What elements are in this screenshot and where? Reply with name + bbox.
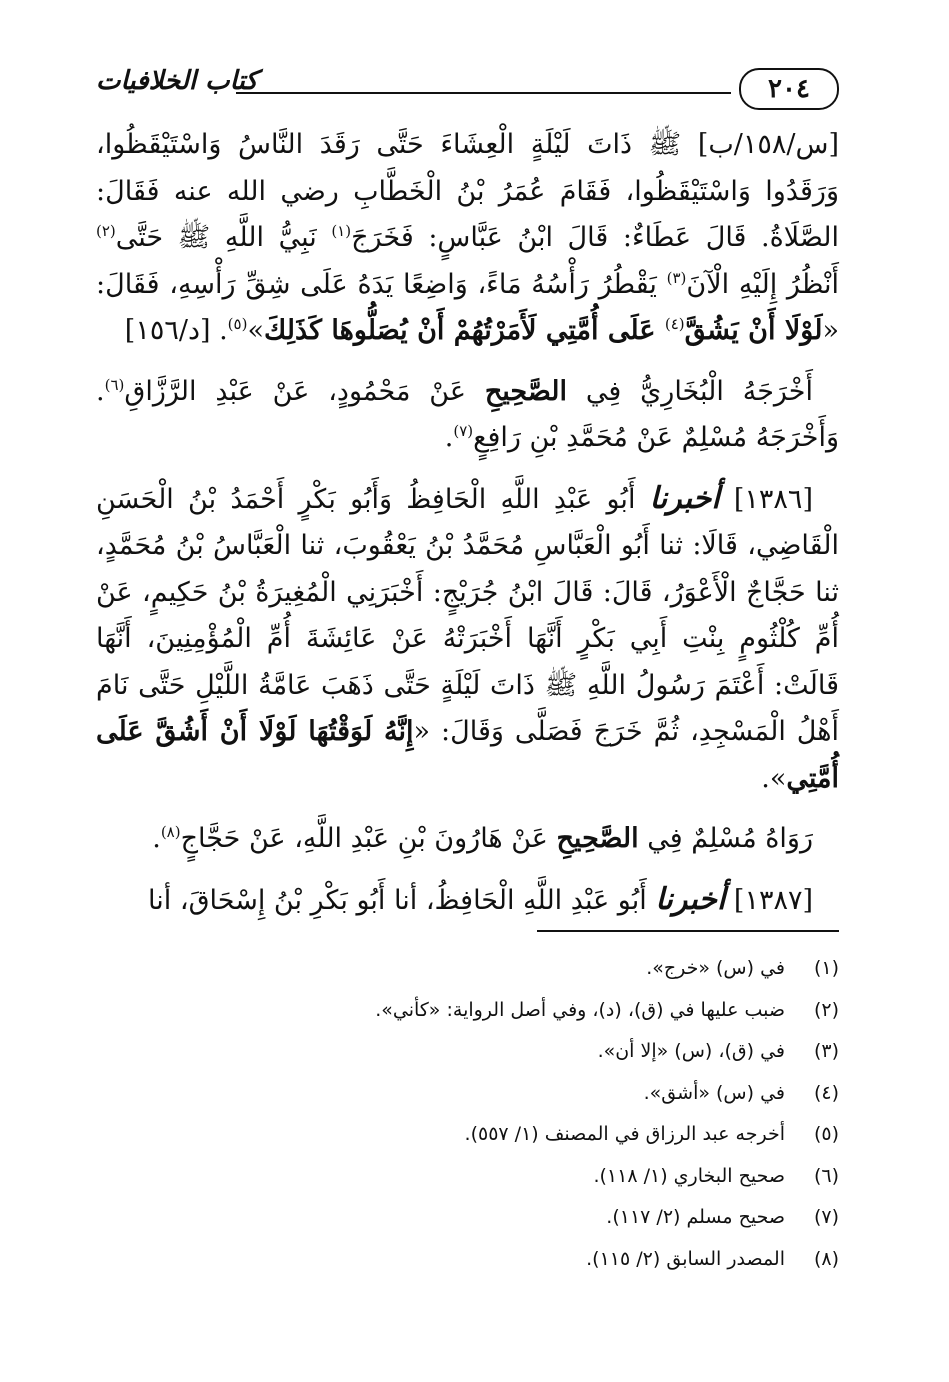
paragraph-hadith-1387 [96, 877, 839, 925]
footnote-text: صحيح البخاري (١/ ١١٨). [593, 1164, 785, 1187]
text-run: أَبُو عَبْدِ اللَّهِ الْحَافِظُ وَأَبُو بَكْرٍ أَحْمَدُ بْنُ الْحَسَنِ الْقَاضِي، قَالَا: ثنا أَبُو الْعَبَّاسِ مُحَمَّدُ بْنُ يَعْقُوبَ، ثنا الْعَبَّاسُ بْنُ مُحَمَّدٍ، ثنا حَجَّاجٌ الْأَعْوَرُ، قَالَ: قَالَ ابْنُ جُرَيْجٍ: أَخْبَرَنِي الْمُغِيرَةُ بْنُ حَكِيمٍ، عَنْ أُمِّ كُلْثُومٍ بِنْتِ أَبِي بَكْرٍ أَنَّهَا أَخْبَرَتْهُ عَنْ عَائِشَةَ أُمِّ الْمُؤْمِنِينَ، أَنَّهَا قَالَتْ: أَعْتَمَ رَسُولُ اللَّهِ ﷺ ذَاتَ لَيْلَةٍ حَتَّى ذَهَبَ عَامَّةُ اللَّيْلِ حَتَّى نَامَ أَهْلُ الْمَسْجِدِ، ثُمَّ خَرَجَ فَصَلَّى وَقَالَ: « [96, 483, 839, 747]
footnote-number: (١) [813, 957, 839, 979]
text-run: أَنْظُرُ إِلَيْهِ الْآنَ [686, 268, 839, 300]
footnote-item [96, 1205, 839, 1247]
hadith-number: [١٣٨٧] [725, 884, 813, 916]
footnote-text: صحيح مسلم (٢/ ١١٧). [606, 1206, 785, 1228]
footnote-text: ضبب عليها في (ق)، (د)، وفي أصل الرواية: «كأني». [375, 998, 785, 1021]
text-run: ». [761, 762, 787, 794]
text-run: عَنْ هَارُونَ بْنِ عَبْدِ اللَّهِ، عَنْ حَجَّاجٍ [180, 823, 557, 854]
footnote-item [96, 1081, 839, 1123]
text-run: يَقْطُرُ رَأْسُهُ مَاءً، وَاضِعًا يَدَهُ عَلَى شِقِّ رَأْسِهِ، فَقَالَ: « [96, 268, 839, 346]
footnote-item [96, 1122, 839, 1164]
text-run: أَخْرَجَهُ الْبُخَارِيُّ فِي [566, 375, 813, 407]
footnotes [96, 956, 839, 1288]
text-run: [س/١٥٨/ب] ﷺ ذَاتَ لَيْلَةٍ الْعِشَاءَ حَتَّى رَقَدَ النَّاسُ وَاسْتَيْقَظُوا، وَرَقَدُوا وَاسْتَيْقَظُوا، فَقَامَ عُمَرُ بْنُ الْخَطَّابِ رضي الله عنه فَقَالَ: الصَّلَاةُ. قَالَ عَطَاءٌ: قَالَ ابْنُ عَبَّاسٍ: فَخَرَجَ [96, 129, 839, 253]
text-run: » [247, 315, 264, 346]
book-name: الصَّحِيحِ [556, 823, 639, 854]
paragraph-takhrij-2 [96, 816, 839, 863]
hadith-quote: لَوْلَا أَنْ يَشُقَّ [684, 315, 823, 346]
text-run: . [152, 823, 161, 854]
book-name: الصَّحِيحِ [484, 375, 567, 407]
footnote-text: في (س) «خرج». [646, 957, 785, 979]
paragraph-hadith-continuation [96, 122, 839, 355]
hadith-number: [١٣٨٦] [719, 483, 813, 515]
footnote-ref: (٢) [96, 222, 116, 240]
main-text [96, 122, 839, 938]
text-run: نَبِيُّ اللَّهِ ﷺ حَتَّى [115, 222, 332, 253]
paragraph-hadith-1386 [96, 476, 839, 803]
footnote-item [96, 1039, 839, 1081]
footnote-number: (٥) [813, 1123, 839, 1145]
lead-word: أخبرنا [655, 881, 726, 917]
text-run: رَوَاهُ مُسْلِمٌ فِي [638, 823, 813, 854]
paragraph-takhrij-1 [96, 369, 839, 462]
page-header [96, 62, 839, 118]
footnote-number: (٦) [813, 1164, 839, 1187]
footnote-ref: (٣) [666, 268, 687, 287]
lead-word: أخبرنا [649, 480, 720, 516]
footnote-number: (٤) [813, 1081, 839, 1104]
footnote-text: أخرجه عبد الرزاق في المصنف (١/ ٥٥٧). [464, 1123, 785, 1145]
footnote-item [96, 1164, 839, 1206]
footnote-number: (٣) [813, 1040, 839, 1062]
footnote-separator [537, 930, 839, 932]
footnote-ref: (١) [331, 222, 352, 240]
footnote-text: في (س) «أشق». [643, 1081, 785, 1104]
footnote-item [96, 1247, 839, 1289]
footnote-ref: (٦) [104, 375, 125, 394]
text-run: . [444, 422, 454, 453]
footnote-ref: (٧) [453, 422, 474, 440]
header-rule [236, 92, 731, 94]
page-number: ٢٠٤ [739, 68, 839, 110]
hadith-quote: عَلَى أُمَّتِي لَأَمَرْتُهُمْ أَنْ يُصَلُّوهَا كَذَلِكَ [263, 315, 665, 346]
footnote-ref: (٨) [160, 823, 181, 841]
footnote-number: (٧) [813, 1206, 839, 1228]
book-title: كتاب الخلافيات [96, 66, 258, 96]
footnote-number: (٢) [813, 998, 839, 1021]
text-run: عَنْ مَحْمُودٍ، عَنْ عَبْدِ الرَّزَّاقِ [124, 375, 485, 407]
footnote-number: (٨) [813, 1247, 839, 1270]
footnote-item [96, 956, 839, 998]
footnote-text: في (ق)، (س) «إلا أن». [597, 1040, 785, 1062]
footnote-ref: (٤) [664, 315, 685, 333]
hadith-quote: إِنَّهُ لَوَقْتُهَا لَوْلَا أَنْ أَشُقَّ عَلَى أُمَّتِي [96, 716, 839, 794]
footnote-item [96, 998, 839, 1040]
text-run: . [د/١٥٦] [124, 315, 228, 346]
text-run: أَبُو عَبْدِ اللَّهِ الْحَافِظُ، أنا أَبُو بَكْرِ بْنُ إِسْحَاقَ، أنا [148, 884, 656, 916]
footnote-ref: (٥) [227, 315, 248, 333]
text-run: . وَأَخْرَجَهُ مُسْلِمٌ عَنْ مُحَمَّدِ بْنِ رَافِعٍ [96, 375, 839, 453]
footnote-text: المصدر السابق (٢/ ١١٥). [586, 1247, 785, 1270]
